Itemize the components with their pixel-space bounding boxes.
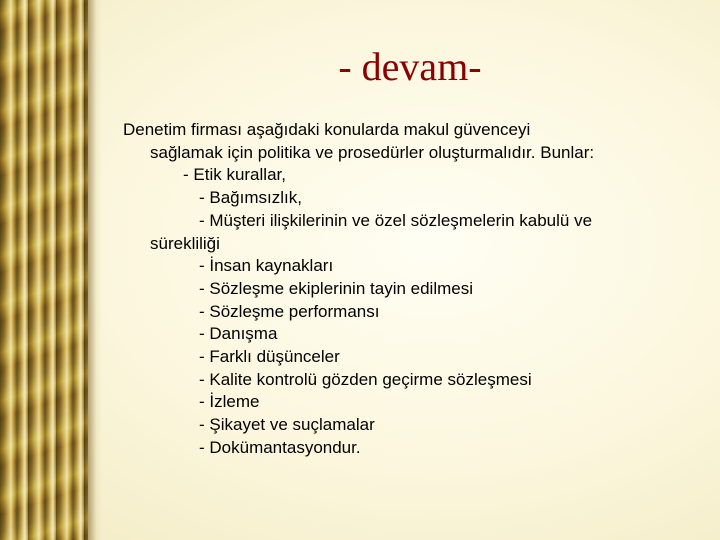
body-line-intro-cont: sağlamak için politika ve prosedürler oluşturmalıdır. Bunlar: [150,142,595,162]
list-item: - Müşteri ilişkilerinin ve özel sözleşmelerin kabulü ve [199,210,593,230]
list-item: - Şikayet ve suçlamalar [199,415,375,435]
slide-title: - devam- [338,44,482,89]
list-item: - Farklı düşünceler [199,347,340,367]
list-item-cont: sürekliliği [150,233,220,253]
list-item: - Kalite kontrolü gözden geçirme sözleşmesi [199,369,532,389]
list-item: - Etik kurallar, [183,165,286,185]
list-item: - Sözleşme performansı [199,301,380,321]
list-item: - İzleme [199,392,260,412]
gold-marble-border [0,0,88,540]
body-line-intro: Denetim firması aşağıdaki konularda makul güvenceyi [123,120,531,139]
slide-body [123,119,713,460]
list-item: - Danışma [199,324,278,344]
list-item: - İnsan kaynakları [199,256,334,276]
list-item: - Bağımsızlık, [199,188,302,208]
list-item: - Sözleşme ekiplerinin tayin edilmesi [199,278,474,298]
list-item: - Dokümantasyondur. [199,437,361,457]
